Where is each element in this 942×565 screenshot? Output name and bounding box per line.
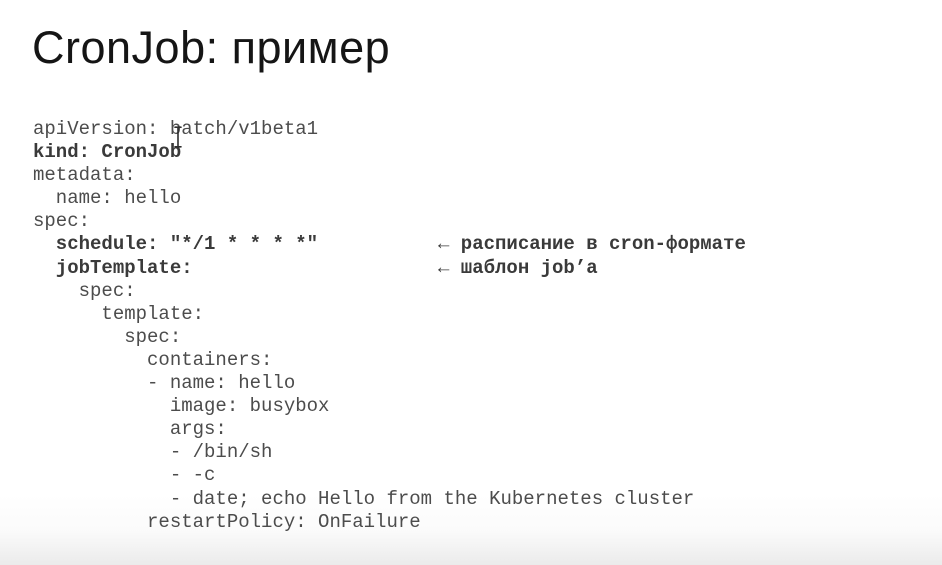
code-text: restartPolicy: OnFailure (33, 510, 421, 533)
code-text: spec: (33, 279, 136, 302)
yaml-code-block (33, 118, 746, 534)
code-line (33, 187, 694, 210)
code-line (33, 233, 746, 256)
code-line (33, 511, 694, 534)
code-text: metadata: (33, 164, 136, 187)
code-line (33, 464, 694, 487)
code-line (33, 326, 694, 349)
code-line (33, 280, 694, 303)
code-text: - name: hello (33, 372, 296, 395)
code-text: - /bin/sh (33, 441, 273, 464)
code-line (33, 141, 694, 164)
code-line (33, 349, 694, 372)
code-line (33, 257, 694, 280)
code-text: spec: (33, 210, 91, 233)
code-text: containers: (33, 348, 273, 371)
code-text: spec: (33, 325, 182, 348)
code-text: schedule: "*/1 * * * *" (33, 233, 319, 256)
code-line (33, 395, 694, 418)
code-line (33, 210, 694, 233)
code-annotation: ← расписание в cron-формате (438, 233, 746, 256)
code-text: - date; echo Hello from the Kubernetes cluster (33, 487, 695, 510)
code-text: args: (33, 418, 227, 441)
code-line (33, 441, 694, 464)
code-line (33, 303, 694, 326)
code-line (33, 118, 694, 141)
code-text: - -c (33, 464, 216, 487)
code-line (33, 488, 694, 511)
code-text: kind: CronJob (33, 141, 182, 164)
code-line (33, 164, 694, 187)
code-annotation: ← шаблон job’а (438, 256, 598, 279)
code-text: name: hello (33, 187, 182, 210)
code-line (33, 418, 694, 441)
code-text: apiVersion: batch/v1beta1 (33, 118, 319, 140)
code-text: jobTemplate: (33, 256, 193, 279)
page-title: CronJob: пример (32, 22, 391, 73)
text-ibeam-cursor-icon (173, 126, 183, 148)
code-text: template: (33, 302, 205, 325)
code-text: image: busybox (33, 395, 330, 418)
code-line (33, 372, 694, 395)
